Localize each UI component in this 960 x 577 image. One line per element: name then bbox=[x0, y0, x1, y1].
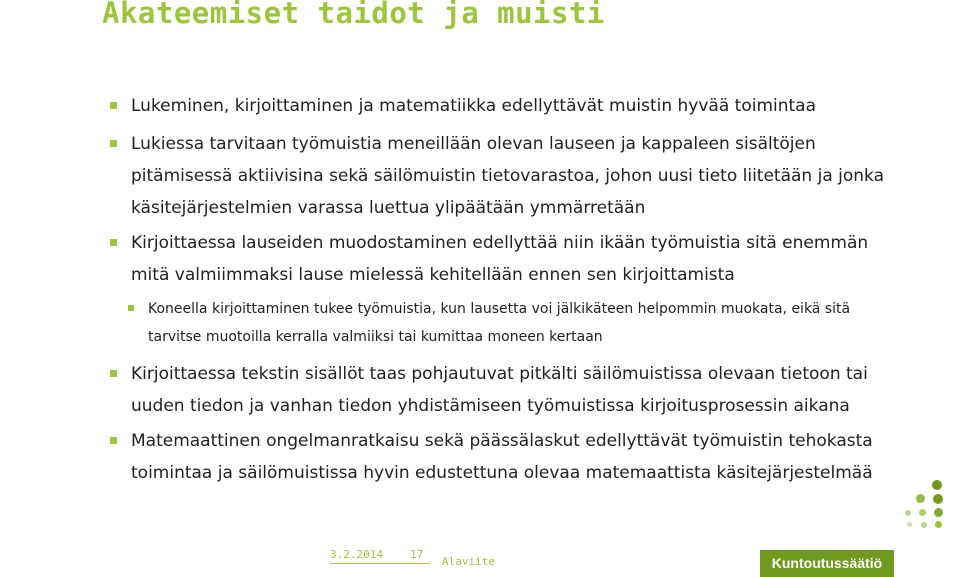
dot-icon bbox=[921, 522, 927, 528]
sub-bullet-text: Koneella kirjoittaminen tukee työmuistia, kun lausetta voi jälkikäteen helpommin muokata, eikä sitä bbox=[148, 301, 851, 317]
bullet-marker bbox=[110, 140, 117, 147]
dot-icon bbox=[933, 494, 943, 504]
bullet-text: uuden tiedon ja vanhan tiedon yhdistämiseen työmuistissa kirjoitusprosessin aikana bbox=[131, 396, 850, 416]
bullet-item bbox=[131, 90, 931, 122]
bullet-text: mitä valmiimmaksi lause mielessä kehitellään ennen sen kirjoittamista bbox=[131, 265, 735, 285]
dot-icon bbox=[935, 521, 942, 528]
bullet-text: Kirjoittaessa lauseiden muodostaminen edellyttää niin ikään työmuistia sitä enemmän bbox=[131, 233, 869, 253]
decorative-dot-pattern bbox=[900, 470, 960, 540]
slide-title: Akateemiset taidot ja muisti bbox=[102, 0, 605, 30]
dot-icon bbox=[934, 508, 943, 517]
sub-bullet-item bbox=[148, 296, 928, 351]
bullet-text: Kirjoittaessa tekstin sisällöt taas pohjautuvat pitkälti säilömuistissa olevaan tietoon tai bbox=[131, 364, 868, 384]
footer-divider bbox=[330, 563, 430, 564]
bullet-marker bbox=[110, 437, 117, 444]
bullet-text: käsitejärjestelmien varassa luettua ylipäätään ymmärretään bbox=[131, 198, 646, 218]
bullet-item bbox=[131, 227, 931, 291]
bullet-item bbox=[131, 128, 931, 224]
dot-icon bbox=[919, 509, 926, 516]
footer-note: Alaviite bbox=[442, 555, 495, 568]
bullet-item bbox=[131, 425, 931, 489]
bullet-marker bbox=[110, 102, 117, 109]
bullet-marker bbox=[110, 370, 117, 377]
bullet-text: pitämisessä aktiivisina sekä säilömuistin tietovarastoa, johon uusi tieto liitetään ja jonka bbox=[131, 166, 885, 186]
dot-icon bbox=[905, 510, 911, 516]
footer-date: 3.2.2014 bbox=[330, 548, 383, 561]
dot-icon bbox=[907, 522, 912, 527]
sub-bullet-marker bbox=[128, 305, 134, 311]
bullet-text: Lukeminen, kirjoittaminen ja matematiikka edellyttävät muistin hyvää toimintaa bbox=[131, 96, 817, 116]
dot-icon bbox=[916, 494, 925, 503]
brand-label: Kuntoutussäätiö bbox=[760, 550, 894, 577]
sub-bullet-text: tarvitse muotoilla kerralla valmiiksi tai kumittaa moneen kertaan bbox=[148, 328, 603, 345]
dot-icon bbox=[932, 480, 942, 490]
bullet-text: toimintaa ja säilömuistissa hyvin edustettuna olevaa matemaattista käsitejärjestelmää bbox=[131, 463, 873, 483]
bullet-text: Matemaattinen ongelmanratkaisu sekä päässälaskut edellyttävät työmuistin tehokasta bbox=[131, 431, 873, 451]
bullet-text: Lukiessa tarvitaan työmuistia meneillään olevan lauseen ja kappaleen sisältöjen bbox=[131, 134, 816, 154]
page-number: 17 bbox=[410, 548, 424, 561]
bullet-marker bbox=[110, 239, 117, 246]
bullet-item bbox=[131, 358, 931, 422]
